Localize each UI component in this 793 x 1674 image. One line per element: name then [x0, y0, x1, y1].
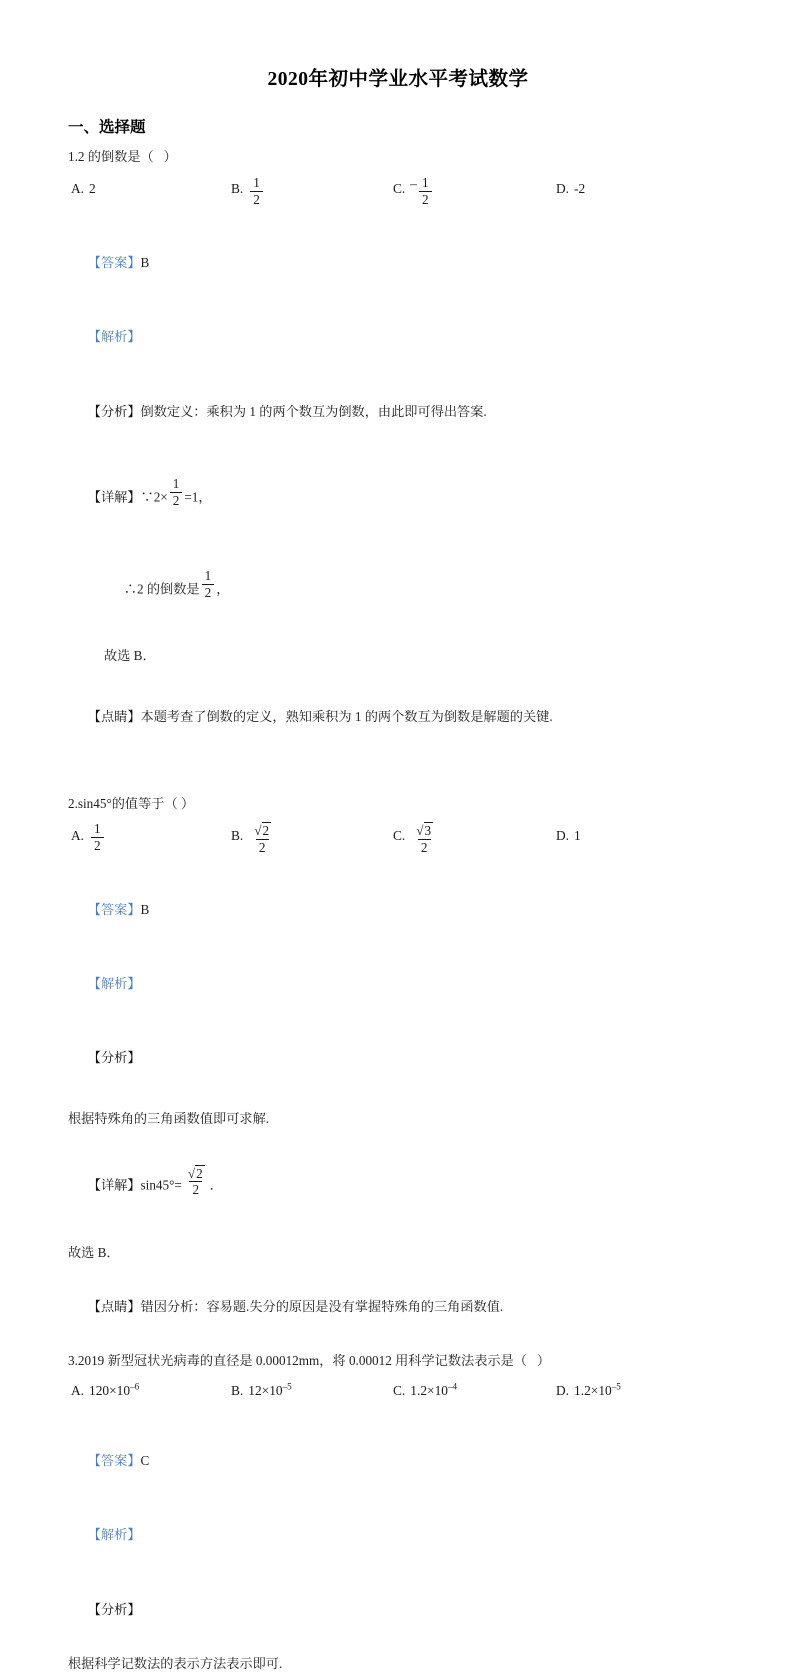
option-2-a[interactable] [71, 821, 106, 859]
question-2-explain-line [68, 953, 728, 1014]
question-1-detail-line2-numerator: 1 [204, 568, 212, 584]
option-3-a-tag: A. [71, 1383, 85, 1399]
option-3-c-exponent: –4 [447, 1382, 458, 1392]
question-1-options [68, 174, 728, 219]
question-3-explain-line [68, 1505, 728, 1566]
option-2-b-numerator [250, 822, 274, 839]
question-1-analysis-text: 倒数定义：乘积为 1 的两个数互为倒数，由此即可得出答案. [140, 403, 487, 419]
option-1-c-fraction [419, 176, 432, 207]
option-2-c-tag: C. [393, 828, 406, 844]
question-2-detail-line [68, 1150, 728, 1224]
question-2-highlight-text: 错因分析：容易题.失分的原因是没有掌握特殊角的三角函数值. [140, 1299, 504, 1315]
sqrt-icon: √2 [254, 823, 270, 839]
highlight-label: 【点睛】 [87, 1299, 141, 1315]
question-3-options [68, 1383, 728, 1417]
option-1-a[interactable] [71, 181, 96, 197]
option-1-a-tag: A. [71, 181, 85, 197]
option-1-c-denominator: 2 [419, 191, 432, 207]
option-2-a-numerator: 1 [94, 821, 101, 837]
option-3-d[interactable] [556, 1383, 621, 1399]
question-2-highlight-line [68, 1277, 728, 1338]
detail-label: 【详解】 [87, 489, 141, 505]
page-content [68, 0, 728, 1674]
question-3-answer-line [68, 1430, 728, 1491]
option-2-d[interactable] [556, 828, 581, 844]
question-2-detail-suffix: ． [209, 1177, 223, 1193]
sqrt-icon: √2 [187, 1165, 203, 1181]
analysis-label: 【分析】 [87, 403, 141, 419]
question-1-answer-value: B [140, 254, 150, 270]
question-1-detail-line2-prefix: ∴2 的倒数是 [123, 581, 200, 596]
question-1-detail-line2-suffix: ， [216, 581, 230, 596]
answer-label: 【答案】 [87, 901, 141, 917]
option-3-d-value [574, 1383, 621, 1399]
question-2-detail-radicand: 2 [196, 1165, 203, 1181]
option-2-b-fraction [250, 822, 274, 855]
option-2-b-radicand: 2 [262, 823, 270, 839]
option-1-d-tag: D. [556, 181, 570, 197]
option-2-a-tag: A. [71, 828, 85, 844]
option-2-c[interactable] [393, 823, 438, 861]
detail-label: 【详解】 [87, 1177, 141, 1193]
option-3-d-exponent: –5 [611, 1382, 621, 1392]
question-2-detail-numerator [184, 1165, 208, 1182]
page-title: 2020年初中学业水平考试数学 [267, 69, 529, 90]
highlight-label: 【点睛】 [87, 708, 141, 724]
question-1-detail-line-1 [68, 463, 728, 535]
option-1-b-denominator: 2 [250, 191, 263, 207]
question-2-conclusion: 故选 B． [68, 1245, 120, 1261]
question-1-detail-line2-denominator: 2 [202, 584, 215, 600]
question-2-analysis-text: 根据特殊角的三角函数值即可求解. [68, 1111, 270, 1127]
question-2-answer-value: B [140, 901, 150, 917]
option-2-d-tag: D. [556, 828, 570, 844]
option-2-b[interactable] [231, 823, 276, 861]
question-2-stem: 2.sin45°的值等于（ ） [68, 795, 195, 811]
question-1-stem: 1.2 的倒数是（ ） [68, 149, 177, 164]
question-3-stem: 3.2019 新型冠状光病毒的直径是 0.00012mm，将 0.00012 用科学记数法表示是（ ） [68, 1353, 551, 1369]
option-3-b-value [248, 1383, 291, 1399]
analysis-label: 【分析】 [87, 1601, 141, 1617]
option-3-d-mantissa: 1.2×10 [574, 1383, 612, 1399]
option-2-c-denominator: 2 [418, 839, 431, 855]
question-1-detail-prefix: ∵2× [140, 489, 168, 505]
question-3-analysis-label-line [68, 1579, 728, 1640]
option-3-b[interactable] [231, 1383, 292, 1399]
option-3-a[interactable] [71, 1383, 139, 1399]
question-3-analysis-text: 根据科学记数法的表示方法表示即可. [68, 1655, 283, 1671]
question-2-detail-prefix: sin45°= [140, 1177, 182, 1193]
question-1-highlight-line [68, 686, 728, 747]
explain-label: 【解析】 [87, 975, 141, 991]
option-2-c-fraction [412, 822, 436, 855]
option-3-c-tag: C. [393, 1383, 406, 1399]
option-3-a-exponent: –6 [130, 1382, 140, 1392]
question-1-detail-numerator: 1 [172, 476, 180, 492]
option-1-d-value: -2 [574, 181, 586, 197]
option-2-c-radicand: 3 [424, 823, 432, 839]
question-2-detail-denominator: 2 [189, 1181, 202, 1197]
option-1-c[interactable] [393, 174, 434, 212]
answer-label: 【答案】 [87, 254, 141, 270]
question-1-detail-suffix: =1， [184, 489, 212, 505]
option-3-c-mantissa: 1.2×10 [410, 1383, 448, 1399]
option-3-c[interactable] [393, 1383, 457, 1399]
explain-label: 【解析】 [87, 1527, 141, 1543]
question-1-analysis-line [68, 381, 728, 442]
option-3-b-mantissa: 12×10 [248, 1383, 283, 1399]
analysis-label: 【分析】 [87, 1050, 141, 1066]
explain-label: 【解析】 [87, 329, 141, 345]
answer-label: 【答案】 [87, 1452, 141, 1468]
sqrt-icon: √3 [416, 823, 432, 839]
option-2-b-denominator: 2 [256, 839, 269, 855]
option-2-d-value: 1 [574, 828, 581, 844]
option-3-a-mantissa: 120×10 [89, 1383, 131, 1399]
option-1-c-tag: C. [393, 181, 406, 197]
option-2-b-tag: B. [231, 828, 244, 844]
option-1-c-sign: – [410, 175, 417, 191]
question-1-detail-fraction [170, 477, 183, 508]
question-1-conclusion: 故选 B． [104, 647, 156, 663]
question-1-answer-line [68, 232, 728, 293]
option-1-b-fraction [250, 176, 263, 207]
option-1-b-tag: B. [231, 181, 244, 197]
question-1-detail-line2-fraction [202, 569, 215, 600]
option-3-c-value [410, 1383, 457, 1399]
option-1-d[interactable] [556, 181, 585, 197]
question-2-detail-fraction [184, 1165, 208, 1198]
question-2-options [68, 821, 728, 866]
question-1-highlight-text: 本题考查了倒数的定义，熟知乘积为 1 的两个数互为倒数是解题的关键. [140, 708, 553, 724]
option-2-a-fraction [91, 822, 104, 853]
question-3-answer-value: C [140, 1452, 150, 1468]
option-1-a-value: 2 [89, 181, 96, 197]
question-1-detail-denominator: 2 [170, 492, 183, 508]
question-2-analysis-label-line [68, 1028, 728, 1089]
section-heading-choice: 一、选择题 [68, 119, 146, 136]
option-3-b-tag: B. [231, 1383, 244, 1399]
option-1-b[interactable] [231, 174, 265, 212]
option-3-b-exponent: –5 [282, 1382, 292, 1392]
option-3-d-tag: D. [556, 1383, 570, 1399]
option-2-a-denominator: 2 [91, 837, 104, 853]
question-1-explain-line [68, 307, 728, 368]
option-2-c-numerator [412, 822, 436, 839]
option-3-a-value [89, 1383, 139, 1399]
option-1-b-numerator: 1 [253, 174, 260, 190]
option-1-c-numerator: 1 [421, 174, 429, 190]
question-1-detail-line-2 [104, 554, 728, 626]
question-2-answer-line [68, 879, 728, 940]
